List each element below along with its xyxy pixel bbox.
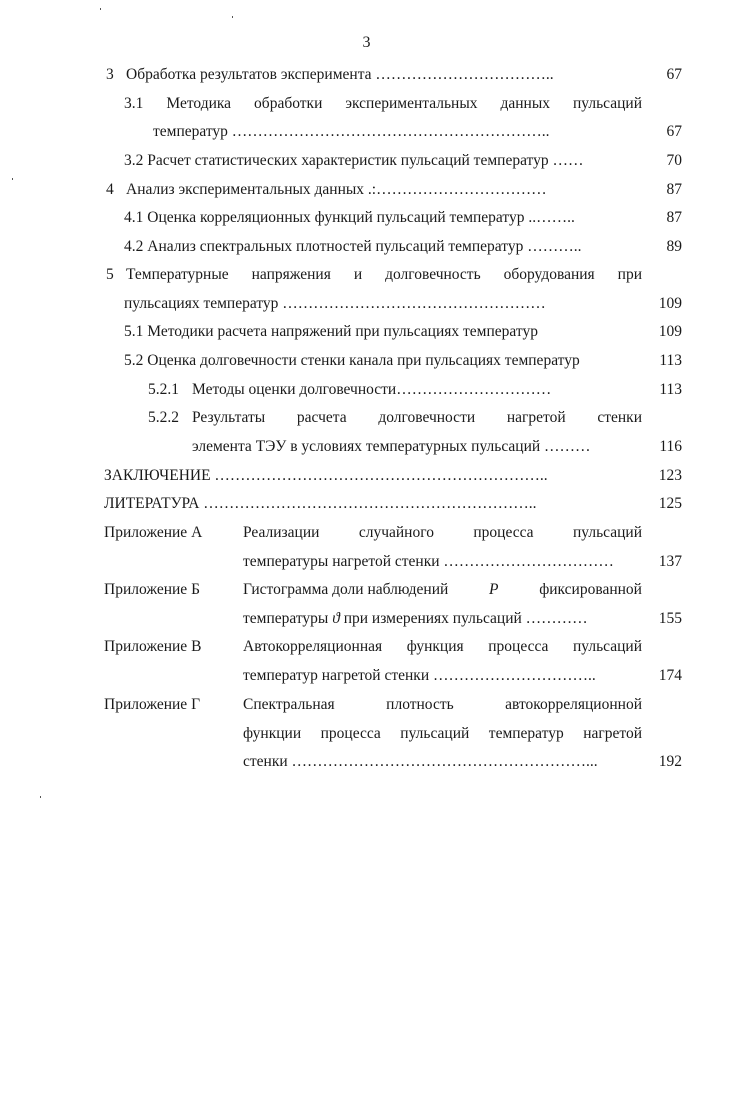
toc-appendix-title-cont: температуры нагретой стенки …………………………… (243, 553, 614, 570)
toc-chapter-title: ЗАКЛЮЧЕНИЕ ……………………………………………………….. (104, 467, 548, 484)
toc-appendix-label: Приложение В (104, 638, 202, 655)
toc-page-number: 87 (666, 209, 682, 226)
toc-chapter-number: 5 (106, 266, 114, 283)
toc-appendix-title: Спектральная плотность автокорреляционной (243, 696, 642, 713)
toc-page-number: 70 (666, 152, 682, 169)
scan-speck (12, 178, 13, 180)
toc-subsection-title: Методы оценки долговечности………………………… (192, 381, 552, 398)
toc-appendix-title: Автокорреляционная функция процесса пульсаций (243, 638, 642, 655)
toc-page-number: 109 (658, 295, 682, 312)
scan-speck (232, 16, 233, 18)
toc-page-number: 125 (658, 495, 682, 512)
scan-speck (40, 796, 41, 798)
toc-chapter-title: Обработка результатов эксперимента …………………………….. (126, 66, 554, 83)
toc-page-number: 113 (659, 352, 682, 369)
toc-section-title: 5.1 Методики расчета напряжений при пульсациях температур (124, 323, 538, 340)
toc-page-number: 67 (666, 66, 682, 83)
toc-subsection-number: 5.2.2 (148, 409, 179, 426)
toc-appendix-title-cont: температур нагретой стенки ………………………….. (243, 667, 596, 684)
toc-page-number: 109 (658, 323, 682, 340)
toc-page-number: 67 (666, 123, 682, 140)
toc-page-number: 174 (658, 667, 682, 684)
toc-subsection-number: 5.2.1 (148, 381, 179, 398)
toc-section-title: 5.2 Оценка долговечности стенки канала при пульсациях температур (124, 352, 580, 369)
toc-chapter-title: Анализ экспериментальных данных .:…………………………… (126, 181, 547, 198)
title-part: температуры (243, 610, 329, 627)
toc-page-number: 113 (659, 381, 682, 398)
toc-appendix-title-cont: стенки …………………………………………………... (243, 753, 598, 770)
toc-page-number: 89 (666, 238, 682, 255)
toc-chapter-title: ЛИТЕРАТУРА ……………………………………………………….. (104, 495, 537, 512)
toc-section-title: 4.1 Оценка корреляционных функций пульсаций температур ..…….. (124, 209, 575, 226)
toc-appendix-title: Реализации случайного процесса пульсаций (243, 524, 642, 541)
title-part: при измерениях пульсаций ………… (343, 610, 588, 627)
title-part: Гистограмма доли наблюдений (243, 581, 449, 598)
toc-subsection-title: Результаты расчета долговечности нагретой стенки (192, 409, 642, 426)
toc-appendix-label: Приложение Б (104, 581, 200, 598)
toc-page-number: 137 (658, 553, 682, 570)
toc-chapter-number: 3 (106, 66, 114, 83)
toc-page-number: 155 (658, 610, 682, 627)
toc-subsection-title-cont: элемента ТЭУ в условиях температурных пульсаций ……… (192, 438, 591, 455)
toc-page-number: 192 (658, 753, 682, 770)
symbol-theta: ϑ (332, 610, 340, 627)
toc-chapter-number: 4 (106, 181, 114, 198)
symbol-p: P (489, 581, 499, 598)
toc-chapter-title-cont: пульсациях температур …………………………………………… (124, 295, 546, 312)
title-part: фиксированной (539, 581, 642, 598)
toc-page-number: 87 (666, 181, 682, 198)
toc-appendix-label: Приложение А (104, 524, 203, 541)
scan-speck (100, 8, 101, 10)
toc-section-title: 3.2 Расчет статистических характеристик пульсаций температур …… (124, 152, 584, 169)
toc-page-number: 116 (659, 438, 682, 455)
toc-section-title: 4.2 Анализ спектральных плотностей пульсаций температур ……….. (124, 238, 582, 255)
toc-page-number: 123 (658, 467, 682, 484)
toc-appendix-title-cont (243, 609, 638, 629)
toc-appendix-title-cont: функции процесса пульсаций температур нагретой (243, 725, 642, 742)
toc-appendix-title (243, 580, 642, 600)
toc-appendix-label: Приложение Г (104, 696, 201, 713)
page-number: 3 (362, 34, 371, 51)
toc-section-title-cont: температур …………………………………………………….. (153, 123, 550, 140)
toc-chapter-title: Температурные напряжения и долговечность оборудования при (126, 266, 642, 283)
toc-section-title: 3.1 Методика обработки экспериментальных данных пульсаций (124, 95, 642, 112)
